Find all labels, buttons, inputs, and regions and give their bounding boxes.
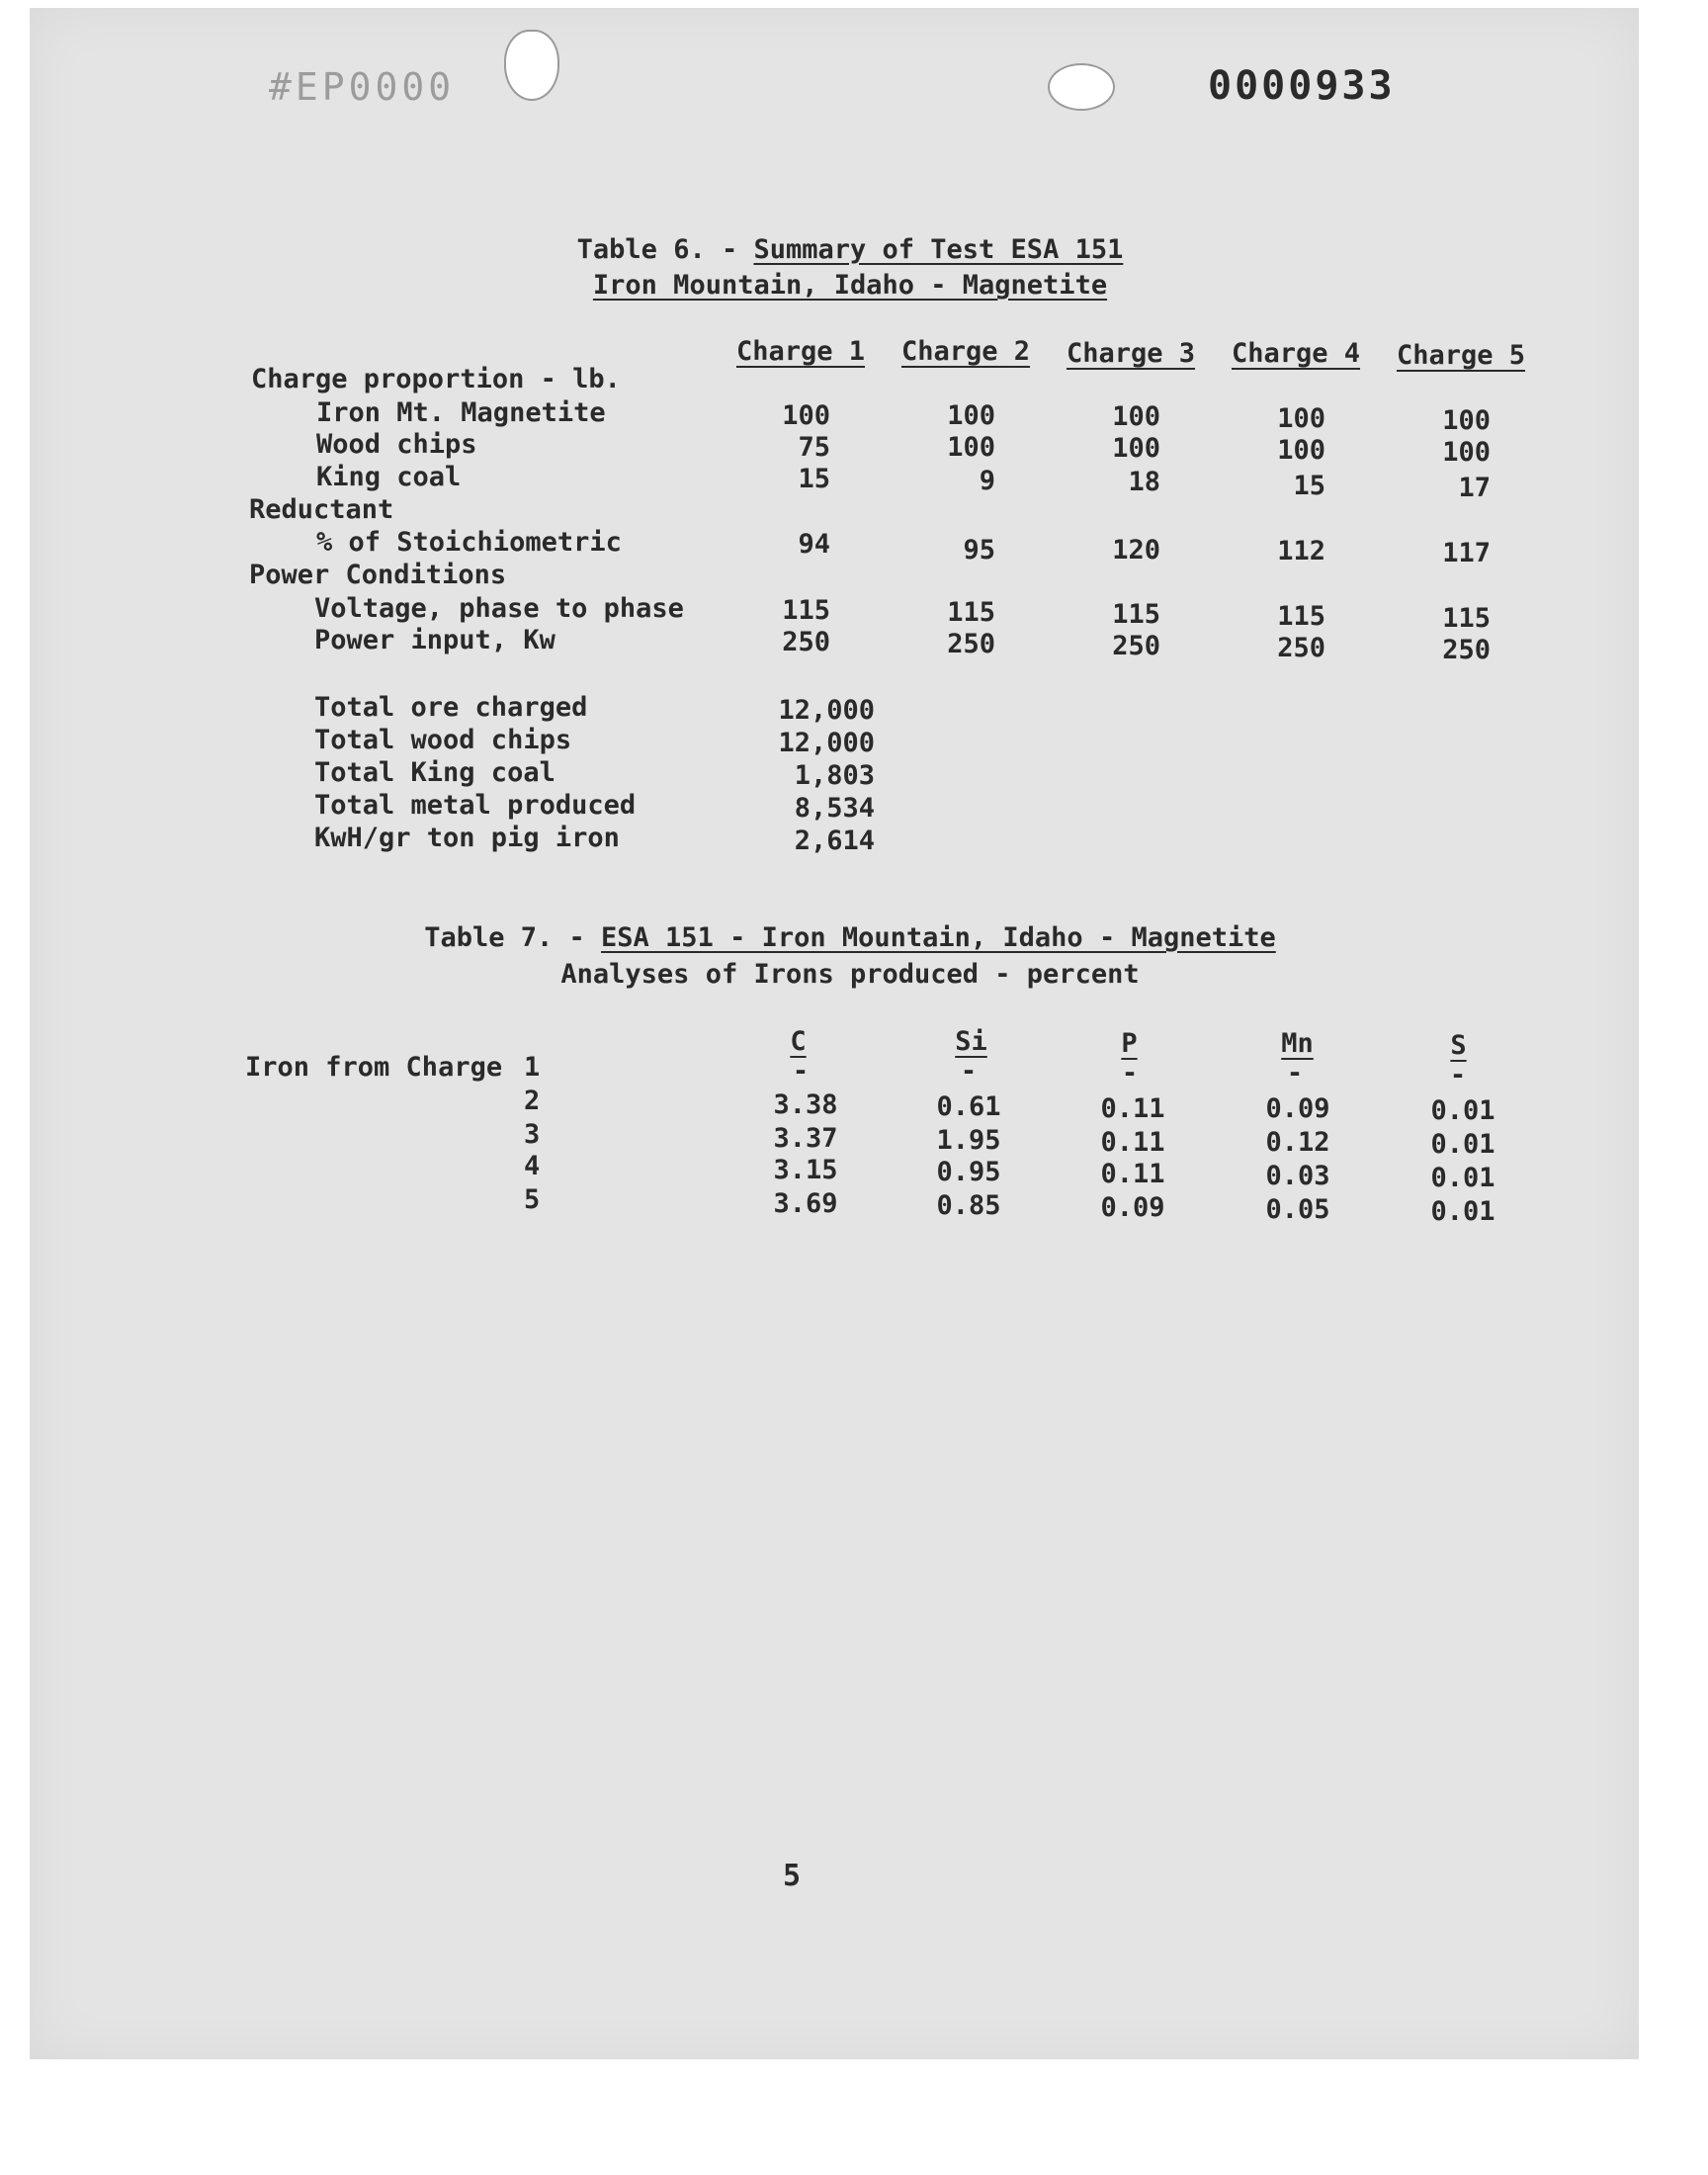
table6-cell: 100 bbox=[1277, 403, 1325, 434]
table6-cell: 18 bbox=[1128, 467, 1160, 497]
table6-cell: 250 bbox=[1277, 633, 1325, 663]
table7-charge-number: 3 bbox=[524, 1119, 541, 1150]
table6-cell: 115 bbox=[1442, 603, 1491, 634]
table7-cell: - bbox=[1286, 1058, 1304, 1088]
table6-cell: 100 bbox=[947, 400, 995, 431]
table7-cell: 3.37 bbox=[773, 1123, 838, 1154]
row-label: Iron Mt. Magnetite bbox=[316, 397, 606, 428]
total-label: KwH/gr ton pig iron bbox=[314, 823, 620, 853]
table7-cell: 0.61 bbox=[936, 1091, 1001, 1122]
table7-cell: 3.15 bbox=[773, 1155, 838, 1185]
table6-cell: 250 bbox=[1112, 631, 1160, 661]
row-label: King coal bbox=[316, 462, 462, 492]
table6-cell: 17 bbox=[1458, 473, 1491, 503]
total-value: 8,534 bbox=[794, 793, 875, 824]
total-label: Total King coal bbox=[314, 757, 555, 788]
table7-charge-number: 1 bbox=[524, 1052, 541, 1083]
table6-cell: 250 bbox=[1442, 635, 1491, 665]
row-label: Wood chips bbox=[316, 429, 477, 460]
table7-cell: 0.12 bbox=[1265, 1127, 1330, 1158]
table6-cell: 100 bbox=[1442, 405, 1491, 436]
table6-title-main: Summary of Test ESA 151 bbox=[753, 234, 1124, 265]
table6-subtitle: Iron Mountain, Idaho - Magnetite bbox=[592, 270, 1108, 301]
table7-cell: 3.38 bbox=[773, 1089, 838, 1120]
table6-cell: 115 bbox=[947, 597, 995, 628]
table7-cell: 3.69 bbox=[773, 1188, 838, 1219]
table7-row-label: Iron from Charge bbox=[245, 1052, 503, 1083]
page-number: 5 bbox=[783, 1859, 802, 1893]
table6-title bbox=[316, 234, 1384, 265]
section-reductant: Reductant bbox=[249, 494, 394, 525]
table7-cell: 0.09 bbox=[1100, 1192, 1165, 1223]
total-value: 1,803 bbox=[794, 760, 875, 791]
table7-title-prefix: Table 7. - bbox=[424, 922, 602, 953]
table6-cell: 95 bbox=[963, 535, 995, 566]
table7-cell: 0.05 bbox=[1265, 1194, 1330, 1225]
table7-charge-number: 4 bbox=[524, 1151, 541, 1181]
table6-title-prefix: Table 6. - bbox=[576, 234, 754, 265]
table7-cell: 0.09 bbox=[1265, 1093, 1330, 1124]
table7-col-header: P bbox=[1121, 1028, 1138, 1059]
table7-cell: 0.01 bbox=[1430, 1095, 1495, 1126]
section-power-conditions: Power Conditions bbox=[249, 560, 507, 590]
table6-cell: 100 bbox=[782, 400, 830, 431]
page-id-stamp: 0000933 bbox=[1208, 63, 1396, 109]
table7-cell: 0.11 bbox=[1100, 1127, 1165, 1158]
row-label: % of Stoichiometric bbox=[316, 527, 622, 558]
punch-hole-left bbox=[504, 30, 559, 101]
table7-cell: 0.01 bbox=[1430, 1163, 1495, 1193]
table6-cell: 250 bbox=[782, 627, 830, 657]
table6-cell: 115 bbox=[1112, 599, 1160, 630]
table6-cell: 100 bbox=[1112, 401, 1160, 432]
table7-subtitle: Analyses of Irons produced - percent bbox=[560, 959, 1140, 990]
table6-cell: 9 bbox=[979, 466, 995, 496]
table7-cell: - bbox=[1121, 1058, 1139, 1088]
table7-cell: 0.01 bbox=[1430, 1129, 1495, 1160]
punch-hole-right bbox=[1048, 63, 1115, 111]
table6-cell: 100 bbox=[947, 432, 995, 463]
table7-col-header: Si bbox=[955, 1026, 987, 1057]
table6-col-header: Charge 5 bbox=[1396, 340, 1526, 371]
table6-cell: 117 bbox=[1442, 538, 1491, 568]
table6-col-header: Charge 3 bbox=[1066, 338, 1196, 369]
table7-cell: - bbox=[792, 1056, 810, 1087]
total-label: Total metal produced bbox=[314, 790, 637, 821]
table6-col-header: Charge 2 bbox=[900, 336, 1031, 367]
section-charge-proportion: Charge proportion - lb. bbox=[251, 364, 621, 394]
table6-cell: 100 bbox=[1277, 435, 1325, 466]
table6-col-header: Charge 1 bbox=[735, 336, 866, 367]
table7-col-header: S bbox=[1450, 1030, 1467, 1061]
table6-cell: 75 bbox=[798, 432, 830, 463]
row-label: Power input, Kw bbox=[314, 625, 555, 655]
table6-cell: 100 bbox=[1442, 437, 1491, 468]
total-label: Total wood chips bbox=[314, 725, 572, 755]
table7-col-header: C bbox=[790, 1026, 807, 1057]
table7-cell: 0.95 bbox=[936, 1157, 1001, 1187]
table7-cell: 1.95 bbox=[936, 1125, 1001, 1156]
table7-charge-number: 5 bbox=[524, 1184, 541, 1215]
table6-cell: 15 bbox=[798, 464, 830, 494]
table7-cell: - bbox=[960, 1056, 978, 1087]
table6-cell: 15 bbox=[1293, 471, 1325, 501]
table6-cell: 94 bbox=[798, 529, 830, 560]
table6-cell: 120 bbox=[1112, 535, 1160, 566]
table7-title-main: ESA 151 - Iron Mountain, Idaho - Magnetite bbox=[601, 922, 1276, 953]
table6-cell: 250 bbox=[947, 629, 995, 659]
row-label: Voltage, phase to phase bbox=[314, 593, 684, 624]
total-label: Total ore charged bbox=[314, 692, 588, 723]
table7-cell: 0.03 bbox=[1265, 1161, 1330, 1191]
table7-cell: - bbox=[1449, 1060, 1467, 1090]
table6-col-header: Charge 4 bbox=[1231, 338, 1361, 369]
table6-cell: 100 bbox=[1112, 433, 1160, 464]
total-value: 2,614 bbox=[794, 826, 875, 856]
table7-cell: 0.01 bbox=[1430, 1196, 1495, 1227]
table7-cell: 0.11 bbox=[1100, 1093, 1165, 1124]
table7-cell: 0.11 bbox=[1100, 1159, 1165, 1189]
table7-col-header: Mn bbox=[1281, 1028, 1314, 1059]
total-value: 12,000 bbox=[778, 695, 875, 726]
table7-cell: 0.85 bbox=[936, 1190, 1001, 1221]
table7-title bbox=[316, 922, 1384, 953]
doc-id-stamp: #EP0000 bbox=[269, 65, 456, 109]
table6-cell: 115 bbox=[782, 595, 830, 626]
total-value: 12,000 bbox=[778, 728, 875, 758]
table6-cell: 112 bbox=[1277, 536, 1325, 566]
table7-charge-number: 2 bbox=[524, 1086, 541, 1116]
table6-cell: 115 bbox=[1277, 601, 1325, 632]
